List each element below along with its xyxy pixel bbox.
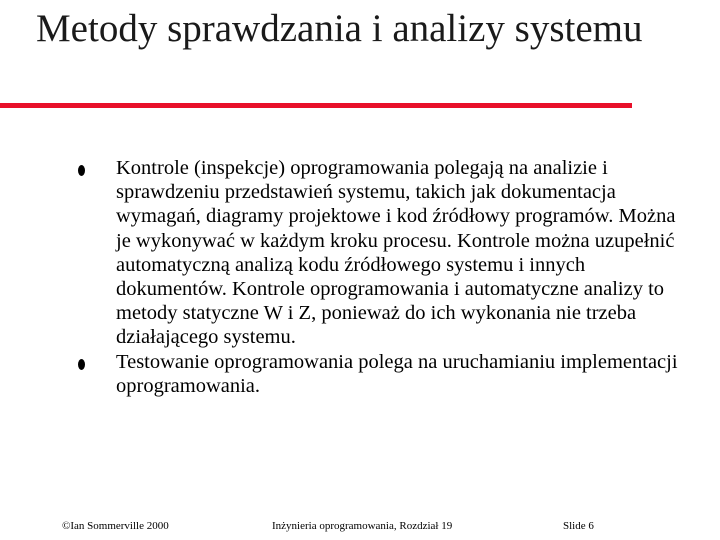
- footer-course: Inżynieria oprogramowania, Rozdział 19: [272, 520, 453, 532]
- bullet-dot-icon: [78, 165, 85, 176]
- bullet-dot-icon: [78, 359, 85, 370]
- slide-title: Metody sprawdzania i analizy systemu: [36, 7, 643, 50]
- footer-copyright: ©Ian Sommerville 2000: [62, 520, 169, 532]
- bullet-text: Testowanie oprogramowania polega na uruchamianiu implementacji oprogramowania.: [116, 350, 678, 397]
- bullet-list: [78, 156, 688, 398]
- footer-slide-number: Slide 6: [563, 520, 594, 532]
- bullet-item: [78, 156, 688, 350]
- bullet-item: [78, 350, 688, 398]
- title-underline: [0, 103, 632, 108]
- bullet-text: Kontrole (inspekcje) oprogramowania polegają na analizie i sprawdzeniu przedstawień systemu, takich jak dokumentacja wymagań, diagramy projektowe i kod źródłowy programów. Można je wykonywać w każdym kroku procesu. Kontrole można uzupełnić automatyczną analizą kodu źródłowego systemu i innych dokumentów. Kontrole oprogramowania i automatyczne analizy to metody statyczne W i Z, ponieważ do ich wykonania nie trzeba działającego systemu.: [116, 157, 676, 349]
